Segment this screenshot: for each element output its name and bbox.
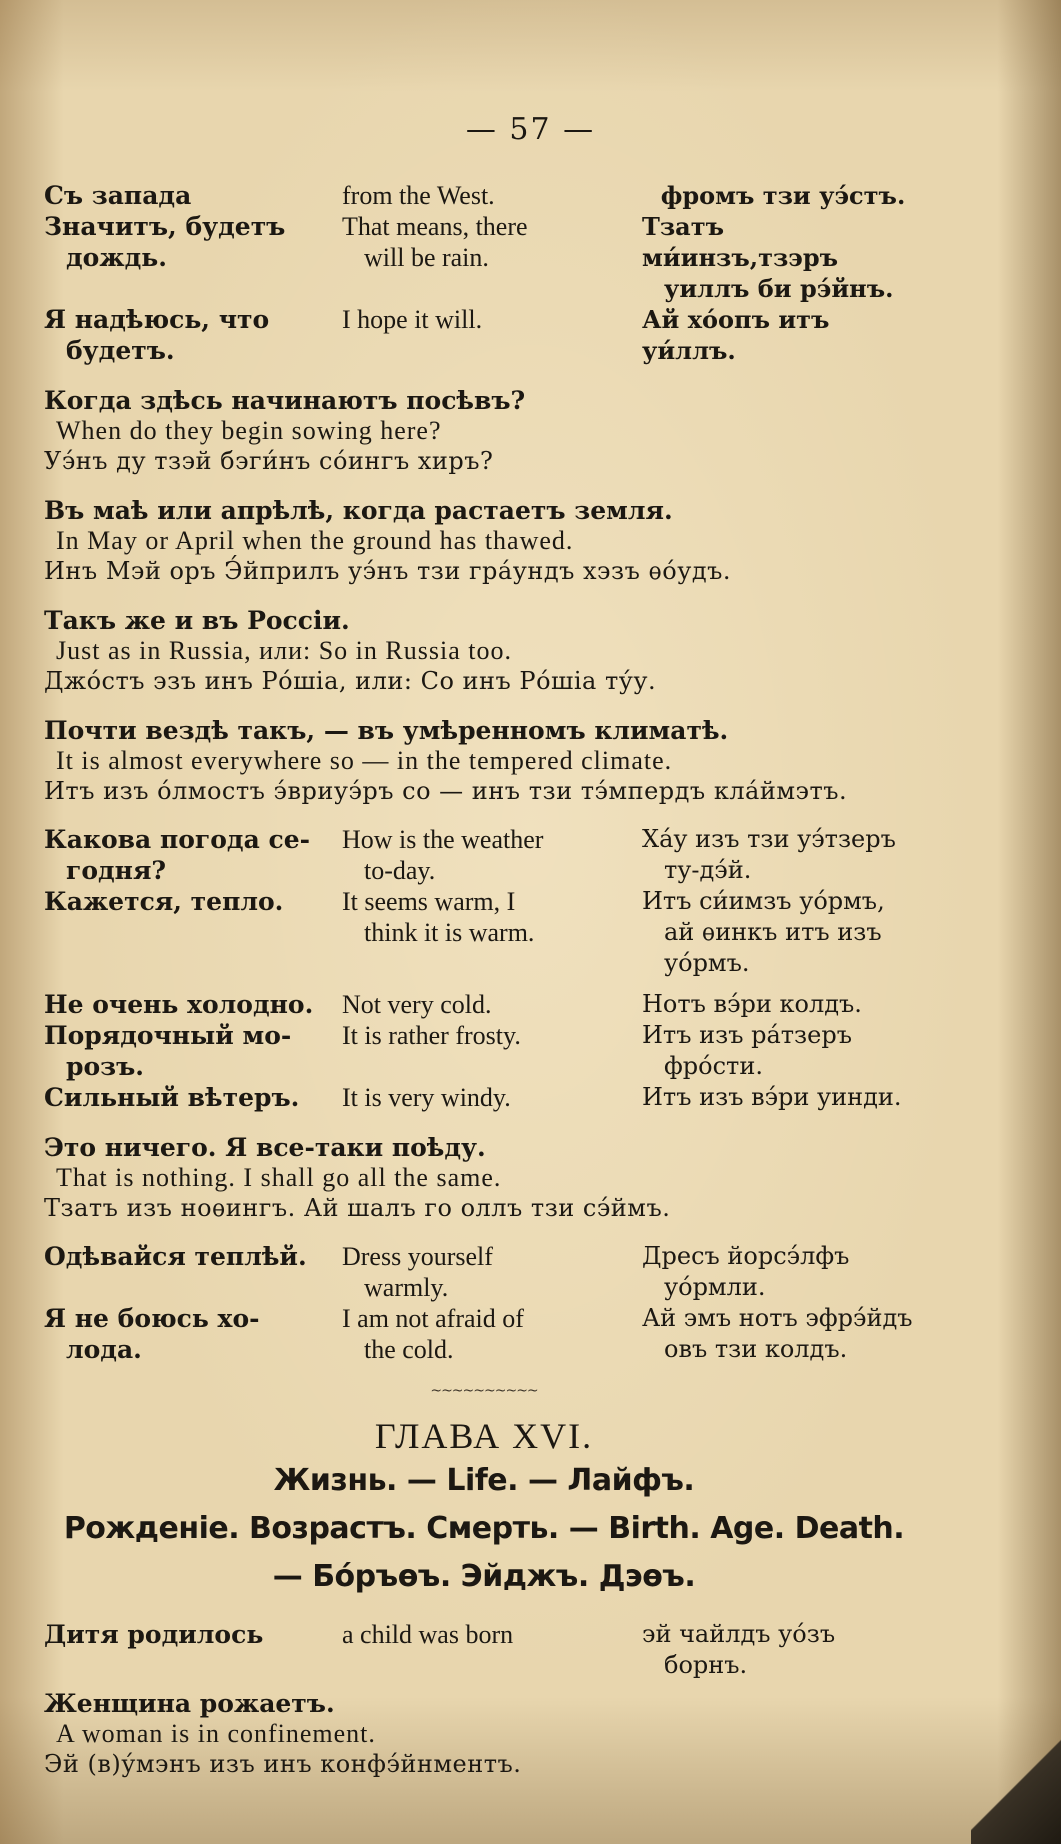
russian-phrase: Кажется, тепло. xyxy=(44,887,284,916)
transliteration: Ай эмъ нотъ эфрэ́йдъ овъ тзи колдъ. xyxy=(642,1304,913,1363)
transliteration: Итъ изъ ра́тзеръ фро́сти. xyxy=(642,1021,852,1080)
phrase-row xyxy=(44,304,924,366)
english-phrase: That means, there will be rain. xyxy=(342,212,528,272)
russian-phrase: Я надѣюсь, что будетъ. xyxy=(44,305,270,365)
russian-phrase: Въ маѣ или апрѣлѣ, когда растаетъ земля. xyxy=(44,496,673,525)
english-phrase: When do they begin sowing here? xyxy=(56,416,442,445)
phrase-block xyxy=(44,606,924,696)
transliteration: Ай хо́опъ итъ уи́ллъ. xyxy=(642,305,830,365)
russian-phrase: Не очень холодно. xyxy=(44,990,314,1019)
russian-phrase: Женщина рожаетъ. xyxy=(44,1689,335,1718)
english-phrase: In May or April when the ground has thawed. xyxy=(56,526,574,555)
phrase-table-c xyxy=(44,1241,924,1365)
english-phrase: It is very windy. xyxy=(342,1083,511,1112)
russian-phrase: Я не боюсь хо- лода. xyxy=(44,1304,260,1364)
english-phrase: It is rather frosty. xyxy=(342,1021,521,1050)
phrase-table-a xyxy=(44,180,924,366)
page-number: — 57 — xyxy=(465,112,596,147)
transliteration: Джо́стъ эзъ инъ Ро́шіа, или: Со инъ Ро́шіа ту́у. xyxy=(44,667,657,695)
transliteration: Тзатъ изъ ноѳингъ. Ай шалъ го оллъ тзи сэ́ймъ. xyxy=(44,1194,671,1222)
english-phrase: I hope it will. xyxy=(342,305,483,334)
page-content xyxy=(44,180,924,1779)
phrase-row xyxy=(44,1241,924,1303)
chapter-heading-line: — Бо́ръѳъ. Эйджъ. Дэѳъ. xyxy=(272,1559,696,1594)
page-corner-shadow xyxy=(971,1724,1061,1844)
chapter-heading-line: Рожденіе. Возрастъ. Смерть. — Birth. Age. Death. xyxy=(63,1511,905,1546)
russian-phrase: Почти вездѣ такъ, — въ умѣренномъ климатѣ. xyxy=(44,716,729,745)
russian-phrase: Съ запада xyxy=(44,181,192,210)
english-phrase: Dress yourself warmly. xyxy=(342,1242,493,1302)
transliteration: Нотъ вэ́ри колдъ. xyxy=(642,990,862,1018)
section-ornament: ~~~~~~~~~~ xyxy=(430,1383,538,1399)
transliteration: Итъ изъ о́лмостъ э́вриуэ́ръ со — инъ тзи тэ́мпердъ кла́ймэтъ. xyxy=(44,777,848,805)
phrase-block xyxy=(44,386,924,476)
english-phrase: How is the weather to-day. xyxy=(342,825,544,885)
phrase-row xyxy=(44,1020,924,1082)
phrase-row xyxy=(44,989,924,1020)
chapter-headings xyxy=(44,1457,924,1601)
phrase-block xyxy=(44,716,924,806)
transliteration: Ха́у изъ тзи уэ́тзеръ ту-дэ́й. xyxy=(642,825,896,884)
transliteration: Итъ си́имзъ уо́рмъ, ай ѳинкъ итъ изъ уо́рмъ. xyxy=(642,887,885,977)
transliteration: Инъ Мэй оръ Э́йприлъ уэ́нъ тзи гра́ундъ хэзъ ѳо́удъ. xyxy=(44,557,731,585)
english-phrase: That is nothing. I shall go all the same. xyxy=(56,1163,502,1192)
russian-phrase: Порядочный мо- розъ. xyxy=(44,1021,292,1081)
transliteration: Тзатъ ми́инзъ,тзэръ уиллъ би рэ́йнъ. xyxy=(642,212,894,303)
english-phrase: It seems warm, I think it is warm. xyxy=(342,887,535,947)
russian-phrase: Дитя родилось xyxy=(44,1620,264,1649)
english-phrase: I am not afraid of the cold. xyxy=(342,1304,524,1364)
transliteration: фромъ тзи уэ́стъ. xyxy=(660,181,906,210)
english-phrase: It is almost everywhere so — in the tempered climate. xyxy=(56,746,673,775)
russian-phrase: Такъ же и въ Россіи. xyxy=(44,606,350,635)
phrase-row xyxy=(44,886,924,979)
phrase-row xyxy=(44,824,924,886)
phrase-row xyxy=(44,1303,924,1365)
phrase-block xyxy=(44,1133,924,1223)
english-phrase: A woman is in confinement. xyxy=(56,1719,376,1748)
phrase-row xyxy=(44,1619,924,1681)
russian-phrase: Какова погода се- годня? xyxy=(44,825,310,885)
english-phrase: Not very cold. xyxy=(342,990,492,1019)
russian-phrase: Одѣвайся теплѣй. xyxy=(44,1242,307,1271)
transliteration: Эй (в)у́мэнъ изъ инъ конфэ́йнментъ. xyxy=(44,1750,522,1778)
phrase-row xyxy=(44,211,924,304)
english-phrase: Just as in Russia, или: So in Russia too. xyxy=(56,636,512,665)
chapter-heading-line: Жизнь. — Life. — Лайфъ. xyxy=(273,1463,695,1498)
russian-phrase: Сильный вѣтеръ. xyxy=(44,1083,300,1112)
transliteration: эй чайлдъ уо́зъ борнъ. xyxy=(642,1620,836,1679)
chapter-title: ГЛАВА XVI. xyxy=(374,1416,594,1456)
phrase-block xyxy=(44,496,924,586)
phrase-block xyxy=(44,1689,924,1779)
english-phrase: a child was born xyxy=(342,1620,514,1649)
transliteration: Итъ изъ вэ́ри уинди. xyxy=(642,1083,902,1111)
transliteration: Уэ́нъ ду тзэй бэги́нъ со́ингъ хиръ? xyxy=(44,447,494,475)
transliteration: Дресъ йорсэ́лфъ уо́рмли. xyxy=(642,1242,850,1301)
russian-phrase: Когда здѣсь начинаютъ посѣвъ? xyxy=(44,386,526,415)
russian-phrase: Это ничего. Я все-таки поѣду. xyxy=(44,1133,486,1162)
phrase-row xyxy=(44,1082,924,1113)
russian-phrase: Значитъ, будетъ дождь. xyxy=(44,212,286,272)
phrase-table-b xyxy=(44,824,924,1113)
english-phrase: from the West. xyxy=(342,181,495,210)
phrase-row xyxy=(44,180,924,211)
